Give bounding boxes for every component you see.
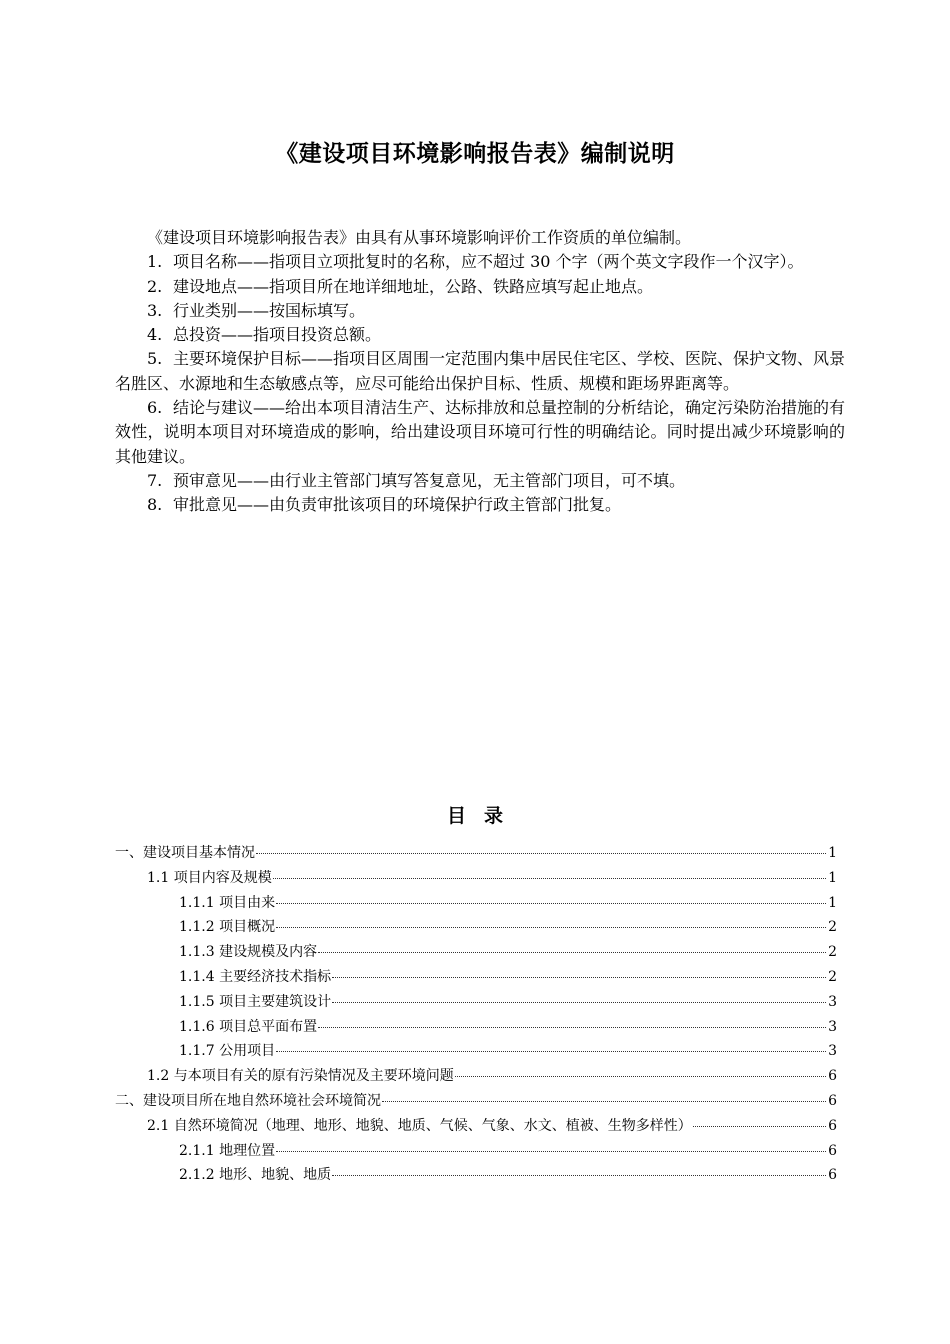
- instructions-body: [115, 226, 845, 518]
- dot-leader: [276, 927, 826, 928]
- toc-entry[interactable]: 1.1.4 主要经济技术指标 2: [179, 968, 837, 985]
- list-item: 7. 预审意见——由行业主管部门填写答复意见，无主管部门项目，可不填。: [147, 470, 686, 490]
- dot-leader: [318, 1027, 826, 1028]
- toc-entry[interactable]: 一、建设项目基本情况 1: [115, 845, 837, 861]
- dot-leader: [382, 1101, 826, 1102]
- toc-entry[interactable]: 1.1.7 公用项目 3: [179, 1043, 837, 1060]
- dot-leader: [318, 952, 826, 953]
- toc-entry[interactable]: 2.1.2 地形、地貌、地质 6: [179, 1167, 837, 1184]
- toc-entry[interactable]: 1.1.2 项目概况 2: [179, 919, 837, 936]
- intro-paragraph: 《建设项目环境影响报告表》由具有从事环境影响评价工作资质的单位编制。: [147, 228, 692, 247]
- toc-entry[interactable]: 1.1.5 项目主要建筑设计 3: [179, 993, 837, 1010]
- toc-entry[interactable]: 2.1.1 地理位置 6: [179, 1142, 837, 1159]
- toc-entry[interactable]: 1.2 与本项目有关的原有污染情况及主要环境问题 6: [147, 1068, 837, 1085]
- toc-entry[interactable]: 1.1.6 项目总平面布置 3: [179, 1018, 837, 1035]
- dot-leader: [256, 853, 826, 854]
- dot-leader: [693, 1126, 826, 1127]
- dot-leader: [332, 1002, 826, 1003]
- dot-leader: [276, 1051, 826, 1052]
- table-of-contents: [115, 841, 837, 1188]
- dot-leader: [332, 977, 826, 978]
- dot-leader: [332, 1175, 826, 1176]
- page-title: 《建设项目环境影响报告表》编制说明: [275, 141, 675, 167]
- toc-entry[interactable]: 1.1.3 建设规模及内容 2: [179, 944, 837, 961]
- list-item: 2. 建设地点——指项目所在地详细地址，公路、铁路应填写起止地点。: [147, 276, 654, 296]
- dot-leader: [273, 878, 826, 879]
- toc-entry[interactable]: 2.1 自然环境简况（地理、地形、地貌、地质、气候、气象、水文、植被、生物多样性） 6: [147, 1117, 837, 1134]
- list-item: 8. 审批意见——由负责审批该项目的环境保护行政主管部门批复。: [147, 495, 622, 515]
- list-item: 1. 项目名称——指项目立项批复时的名称，应不超过 30 个字（两个英文字段作一个汉字）。: [147, 252, 804, 272]
- list-item: 5. 主要环境保护目标——指项目区周围一定范围内集中居民住宅区、学校、医院、保护文物、风景名胜区、水源地和生态敏感点等，应尽可能给出保护目标、性质、规模和距场界距离等。: [115, 349, 846, 393]
- list-item: 3. 行业类别——按国标填写。: [147, 300, 366, 320]
- dot-leader: [276, 1151, 826, 1152]
- dot-leader: [276, 903, 826, 904]
- toc-entry[interactable]: 二、建设项目所在地自然环境社会环境简况 6: [115, 1092, 837, 1109]
- list-item: 4. 总投资——指项目投资总额。: [147, 325, 382, 345]
- list-item: 6. 结论与建议——给出本项目清洁生产、达标排放和总量控制的分析结论，确定污染防治措施的有效性，说明本项目对环境造成的影响，给出建设项目环境可行性的明确结论。同时提出减少环境影响的其他建议。: [115, 398, 846, 466]
- dot-leader: [455, 1076, 826, 1077]
- toc-entry[interactable]: 1.1.1 项目由来 1: [179, 894, 837, 911]
- toc-title: 目录: [446, 805, 521, 827]
- toc-entry[interactable]: 1.1 项目内容及规模 1: [147, 869, 837, 886]
